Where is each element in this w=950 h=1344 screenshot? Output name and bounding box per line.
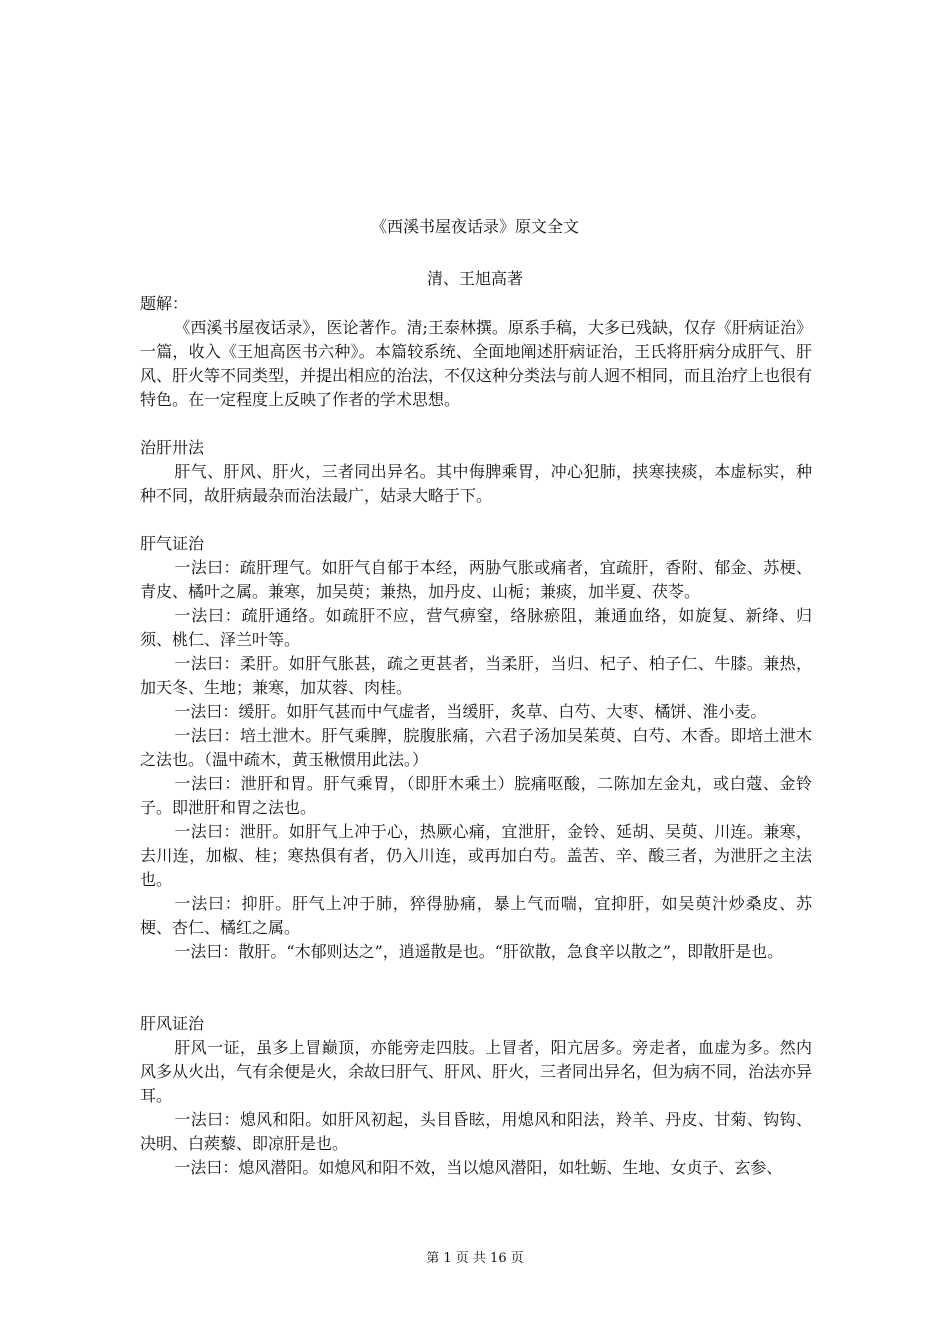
page-footer: 第 1 页 共 16 页 [426,1251,524,1266]
document-title: 《西溪书屋夜话录》原文全文 [370,217,579,236]
intro-paragraph: 《西溪书屋夜话录》，医论著作。清;王泰林撰。原系手稿，大多已残缺，仅存《肝病证治》一篇，收入《王旭高医书六种》。本篇较系统、全面地阐述肝病证治，王氏将肝病分成肝气、肝风、肝火等不同类型，并提出相应的治法，不仅这种分类法与前人迥不相同，而且治疗上也很有特色。在一定程度上反映了作者的学术思想。 [140,318,813,409]
method-paragraph: 一法曰：柔肝。如肝气胀甚，疏之更甚者，当柔肝，当归、杞子、柏子仁、牛膝。兼热，加天冬、生地；兼寒，加苁蓉、肉桂。 [140,654,812,697]
document-body [140,292,812,1180]
method-paragraph: 一法曰：散肝。“木郁则达之”，逍遥散是也。“肝欲散，急食辛以散之”，即散肝是也。 [174,942,784,961]
method-paragraph: 一法曰：培土泄木。肝气乘脾，脘腹胀痛，六君子汤加吴茱萸、白芍、木香。即培土泄木之法也。（温中疏木，黄玉楸惯用此法。） [140,726,812,769]
spacer [140,412,812,436]
method-paragraph: 一法曰：熄风和阳。如肝风初起，头目昏眩，用熄风和阳法，羚羊、丹皮、甘菊、钩钩、决明、白蒺藜、即凉肝是也。 [140,1110,812,1153]
intro-heading: 题解： [140,294,189,313]
spacer [140,964,812,1012]
method-paragraph: 一法曰：熄风潜阳。如熄风和阳不效，当以熄风潜阳，如牡蛎、生地、女贞子、玄参、 [174,1158,783,1177]
section-paragraph: 肝风一证，虽多上冒巅顶，亦能旁走四肢。上冒者，阳亢居多。旁走者，血虚为多。然内风多从火出，气有余便是火，余故曰肝气、肝风、肝火，三者同出异名，但为病不同，治法亦异耳。 [140,1038,813,1105]
section-heading: 肝风证治 [140,1014,205,1033]
spacer [140,508,812,532]
method-paragraph: 一法曰：泄肝。如肝气上冲于心，热厥心痛，宜泄肝，金铃、延胡、吴萸、川连。兼寒，去川连，加椒、桂；寒热俱有者，仍入川连，或再加白芍。盖苦、辛、酸三者，为泄肝之主法也。 [140,822,812,889]
method-paragraph: 一法曰：疏肝通络。如疏肝不应，营气痹窒，络脉瘀阻，兼通血络，如旋复、新绛、归须、桃仁、泽兰叶等。 [140,606,812,649]
method-paragraph: 一法曰：缓肝。如肝气甚而中气虚者，当缓肝，炙草、白芍、大枣、橘饼、淮小麦。 [174,702,767,721]
method-paragraph: 一法曰：疏肝理气。如肝气自郁于本经，两胁气胀或痛者，宜疏肝，香附、郁金、苏梗、青皮、橘叶之属。兼寒，加吴萸；兼热，加丹皮、山栀；兼痰，加半夏、茯苓。 [140,558,812,601]
method-paragraph: 一法曰：抑肝。肝气上冲于肺，猝得胁痛，暴上气而喘，宜抑肝，如吴萸汁炒桑皮、苏梗、杏仁、橘红之属。 [140,894,812,937]
section-heading: 治肝卅法 [140,438,205,457]
method-paragraph: 一法曰：泄肝和胃。肝气乘胃，（即肝木乘土）脘痛呕酸，二陈加左金丸，或白蔻、金铃子。即泄肝和胃之法也。 [140,774,812,817]
section-heading: 肝气证治 [140,534,205,553]
section-paragraph: 肝气、肝风、肝火，三者同出异名。其中侮脾乘胃，冲心犯肺，挟寒挟痰，本虚标实，种种不同，故肝病最杂而治法最广，姑录大略于下。 [140,462,812,505]
document-author: 清、王旭高著 [426,269,523,288]
